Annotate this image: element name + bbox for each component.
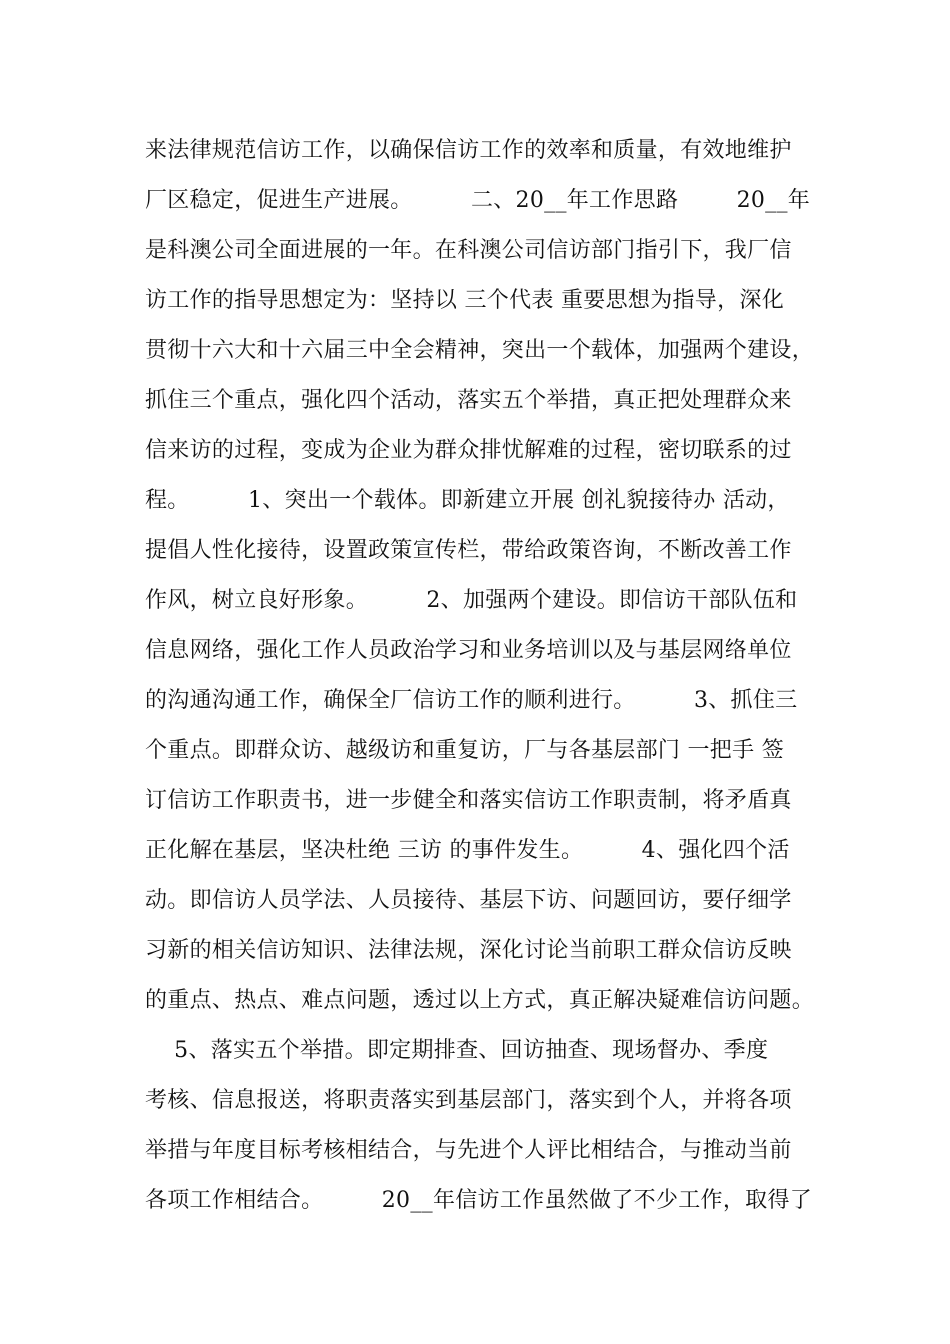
text-line: 订信访工作职责书，进一步健全和落实信访工作职责制，将矛盾真 (145, 788, 792, 813)
text-line: 厂区稳定，促进生产进展。 二、20__年工作思路 20__年 (145, 188, 811, 213)
text-line: 个重点。即群众访、越级访和重复访，厂与各基层部门 一把手 签 (145, 738, 784, 763)
text-line: 抓住三个重点，强化四个活动，落实五个举措，真正把处理群众来 (145, 388, 792, 413)
text-line: 来法律规范信访工作，以确保信访工作的效率和质量，有效地维护 (145, 138, 792, 163)
text-line: 程。 1、突出一个载体。即新建立开展 创礼貌接待办 活动， (145, 488, 790, 513)
text-line: 作风，树立良好形象。 2、加强两个建设。即信访干部队伍和 (145, 588, 798, 613)
text-line: 考核、信息报送，将职责落实到基层部门，落实到个人，并将各项 (145, 1088, 792, 1113)
text-line: 动。即信访人员学法、人员接待、基层下访、问题回访，要仔细学 (145, 888, 792, 913)
text-line: 正化解在基层，坚决杜绝 三访 的事件发生。 4、强化四个活 (145, 838, 790, 863)
text-line: 的沟通沟通工作，确保全厂信访工作的顺利进行。 3、抓住三 (145, 688, 798, 713)
text-line: 贯彻十六大和十六届三中全会精神，突出一个载体，加强两个建设， (145, 338, 815, 363)
text-line: 信息网络，强化工作人员政治学习和业务培训以及与基层网络单位 (145, 638, 792, 663)
text-line: 举措与年度目标考核相结合，与先进个人评比相结合，与推动当前 (145, 1138, 792, 1163)
text-line: 各项工作相结合。 20__年信访工作虽然做了不少工作，取得了 (145, 1188, 813, 1213)
text-line: 访工作的指导思想定为：坚持以 三个代表 重要思想为指导，深化 (145, 288, 784, 313)
text-line: 提倡人性化接待，设置政策宣传栏，带给政策咨询，不断改善工作 (145, 538, 792, 563)
text-line: 信来访的过程，变成为企业为群众排忧解难的过程，密切联系的过 (145, 438, 792, 463)
text-line: 5、落实五个举措。即定期排查、回访抽查、现场督办、季度 (145, 1038, 769, 1063)
text-line: 是科澳公司全面进展的一年。在科澳公司信访部门指引下，我厂信 (145, 238, 792, 263)
text-line: 的重点、热点、难点问题，透过以上方式，真正解决疑难信访问题。 (145, 988, 815, 1013)
text-line: 习新的相关信访知识、法律法规，深化讨论当前职工群众信访反映 (145, 938, 792, 963)
